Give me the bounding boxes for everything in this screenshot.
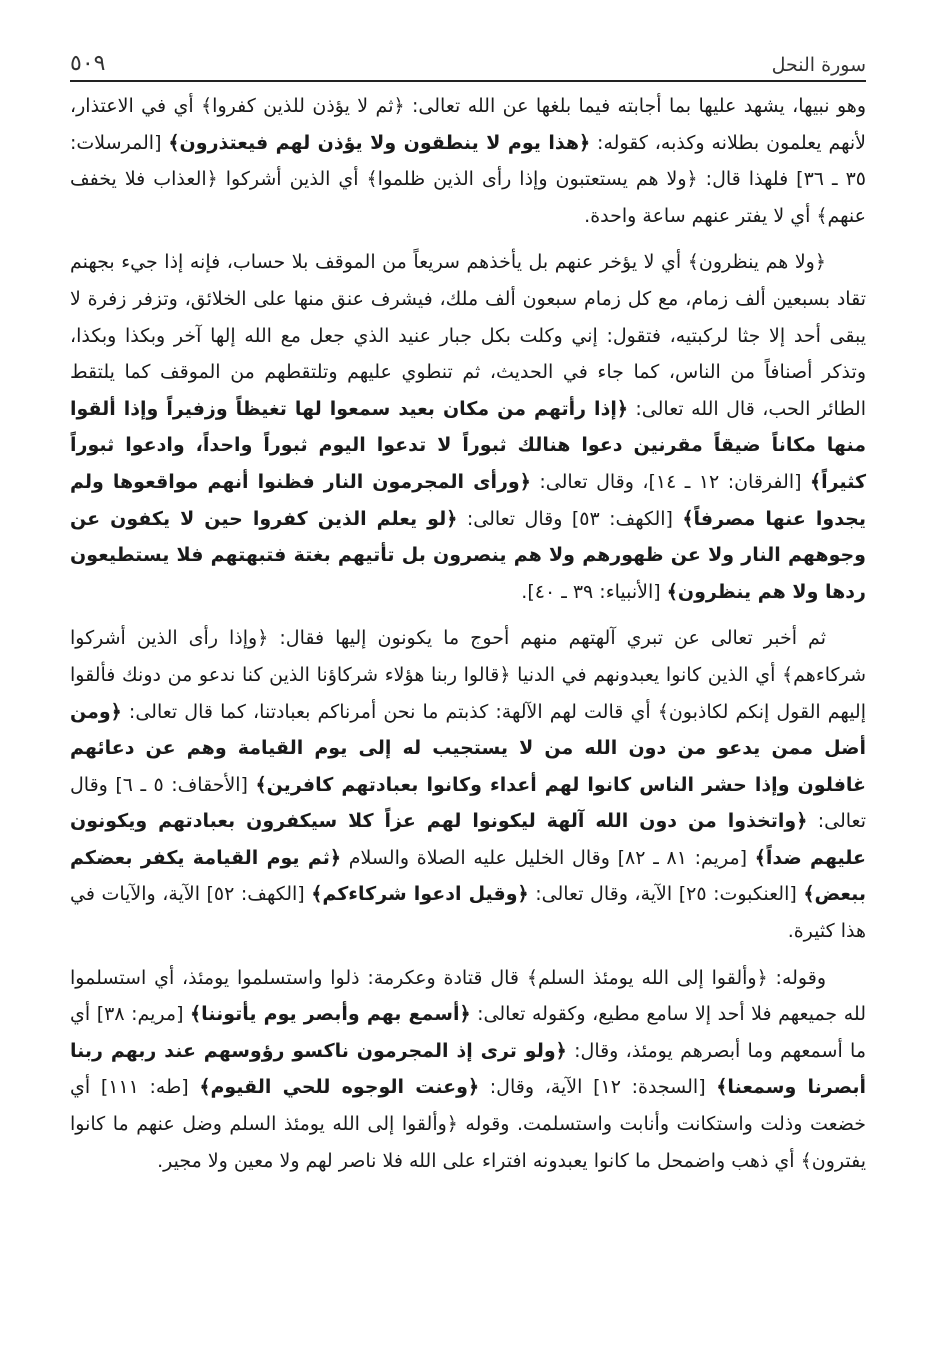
paragraph xyxy=(70,244,866,610)
page-number: ٥٠٩ xyxy=(70,51,106,76)
quran-quote: ﴿هذا يوم لا ينطقون ولا يؤذن لهم فيعتذرون﴾ xyxy=(168,131,591,154)
commentary-text: وهو نبيها، يشهد عليها بما أجابته فيما بلغها عن الله تعالى: ﴿ثم لا يؤذن للذين كفروا﴾ أي في الاعتذار، لأنهم يعلمون بطلانه وكذبه، كقوله: xyxy=(70,95,866,154)
paragraph xyxy=(70,960,866,1180)
header-rule xyxy=(70,80,866,82)
commentary-text: [مريم: ٣٨] أي ما أسمعهم وما أبصرهم يومئذ، وقال: xyxy=(70,1003,867,1062)
running-header xyxy=(70,38,866,76)
quran-quote: ﴿ولو ترى إذ المجرمون ناكسو رؤوسهم عند ربهم ربنا أبصرنا وسمعنا﴾ xyxy=(70,1039,866,1099)
quran-quote: ﴿ومن أضل ممن يدعو من دون الله من لا يستجيب له إلى يوم القيامة وهم عن دعائهم غافلون وإذا حشر الناس كانوا لهم أعداء وكانوا بعبادتهم كافرين﴾ xyxy=(70,700,866,796)
paragraph xyxy=(70,620,866,949)
commentary-text: وقوله: ﴿وألقوا إلى الله يومئذ السلم﴾ قال قتادة وعكرمة: ذلوا واستسلموا يومئذ، أي استسلموا لله جميعهم فلا أحد إلا سامع مطيع، وكقوله تعالى: xyxy=(70,966,866,1026)
commentary-text: [السجدة: ١٢] الآية، وقال: xyxy=(479,1076,717,1099)
commentary-text: [طه: ١١١] أي خضعت وذلت واستكانت وأنابت واستسلمت. وقوله ﴿وألقوا إلى الله يومئذ السلم وضل عنهم ما كانوا يفترون﴾ أي ذهب واضمحل ما كانوا يعبدونه افتراء على الله فلا ناصر لهم ولا معين ولا مجير. xyxy=(70,1076,866,1172)
commentary-text: [مريم: ٨١ ـ ٨٢] وقال الخليل عليه الصلاة والسلام xyxy=(341,846,755,869)
commentary-text: [المرسلات: ٣٥ ـ ٣٦] فلهذا قال: ﴿ولا هم يستعتبون وإذا رأى الذين ظلموا﴾ أي الذين أشركوا ﴿العذاب فلا يخفف عنهم﴾ أي لا يفتر عنهم ساعة واحدة. xyxy=(70,131,866,227)
book-page xyxy=(70,30,866,1350)
surah-name: سورة النحل xyxy=(771,54,866,76)
commentary-text: [الفرقان: ١٢ ـ ١٤]، وقال تعالى: xyxy=(530,470,810,493)
quran-quote: ﴿أسمع بهم وأبصر يوم يأتوننا﴾ xyxy=(190,1003,471,1026)
quran-quote: ﴿وقيل ادعوا شركاءكم﴾ xyxy=(311,883,529,906)
quran-quote: ﴿ثم يوم القيامة يكفر بعضكم ببعض﴾ xyxy=(70,846,866,906)
commentary-text: ثم أخبر تعالى عن تبري آلهتهم منهم أحوج ما يكونون إليها فقال: ﴿وإذا رأى الذين أشركوا شركاءهم﴾ أي الذين كانوا يعبدونهم في الدنيا ﴿قالوا ربنا هؤلاء شركاؤنا الذين كنا ندعو من دونك فألقوا إليهم القول إنكم لكاذبون﴾ أي قالت لهم الآلهة: كذبتم ما نحن أمرناكم بعبادتنا، كما قال تعالى: xyxy=(70,627,866,723)
quran-quote: ﴿وعنت الوجوه للحي القيوم﴾ xyxy=(199,1076,480,1099)
commentary-text: [الكهف: ٥٣] وقال تعالى: xyxy=(457,507,683,530)
body-text xyxy=(70,88,866,1179)
commentary-text: [الأحقاف: ٥ ـ ٦] وقال تعالى: xyxy=(70,773,867,833)
quran-quote: ﴿واتخذوا من دون الله آلهة ليكونوا لهم عزاً كلا سيكفرون بعبادتهم ويكونون عليهم ضداً﴾ xyxy=(70,810,866,869)
commentary-text: ﴿ولا هم ينظرون﴾ أي لا يؤخر عنهم بل يأخذهم سريعاً من الموقف بلا حساب، فإنه إذا جيء بجهنم تقاد بسبعين ألف زمام، مع كل زمام سبعون ألف ملك، فيشرف عنق منها على الخلائق، وتزفر زفرة لا يبقى أحد إلا جثا لركبتيه، فتقول: إني وكلت بكل جبار عنيد الذي جعل مع الله إلها آخر وبكذا وبكذا، وتذكر أصنافاً من الناس، كما جاء في الحديث، ثم تنطوي عليهم وتلتقطهم من الموقف كما يلتقط الطائر الحب، قال الله تعالى: xyxy=(70,251,866,420)
quran-quote: ﴿ورأى المجرمون النار فظنوا أنهم مواقعوها ولم يجدوا عنها مصرفاً﴾ xyxy=(70,470,866,530)
commentary-text: [العنكبوت: ٢٥] الآية، وقال تعالى: xyxy=(528,883,804,906)
commentary-text: [الكهف: ٥٢] الآية، والآيات في هذا كثيرة. xyxy=(70,883,866,943)
paragraph xyxy=(70,88,866,234)
commentary-text: [الأنبياء: ٣٩ ـ ٤٠]. xyxy=(521,580,667,603)
quran-quote: ﴿لو يعلم الذين كفروا حين لا يكفون عن وجوههم النار ولا عن ظهورهم ولا هم ينصرون بل تأتيهم بغتة فتبهتهم فلا يستطيعون ردها ولا هم ينظرون﴾ xyxy=(70,507,866,603)
quran-quote: ﴿إذا رأتهم من مكان بعيد سمعوا لها تغيظاً وزفيراً وإذا ألقوا منها مكاناً ضيقاً مقرنين دعوا هنالك ثبوراً لا تدعوا اليوم ثبوراً واحداً، وادعوا ثبوراً كثيراً﴾ xyxy=(70,397,866,493)
